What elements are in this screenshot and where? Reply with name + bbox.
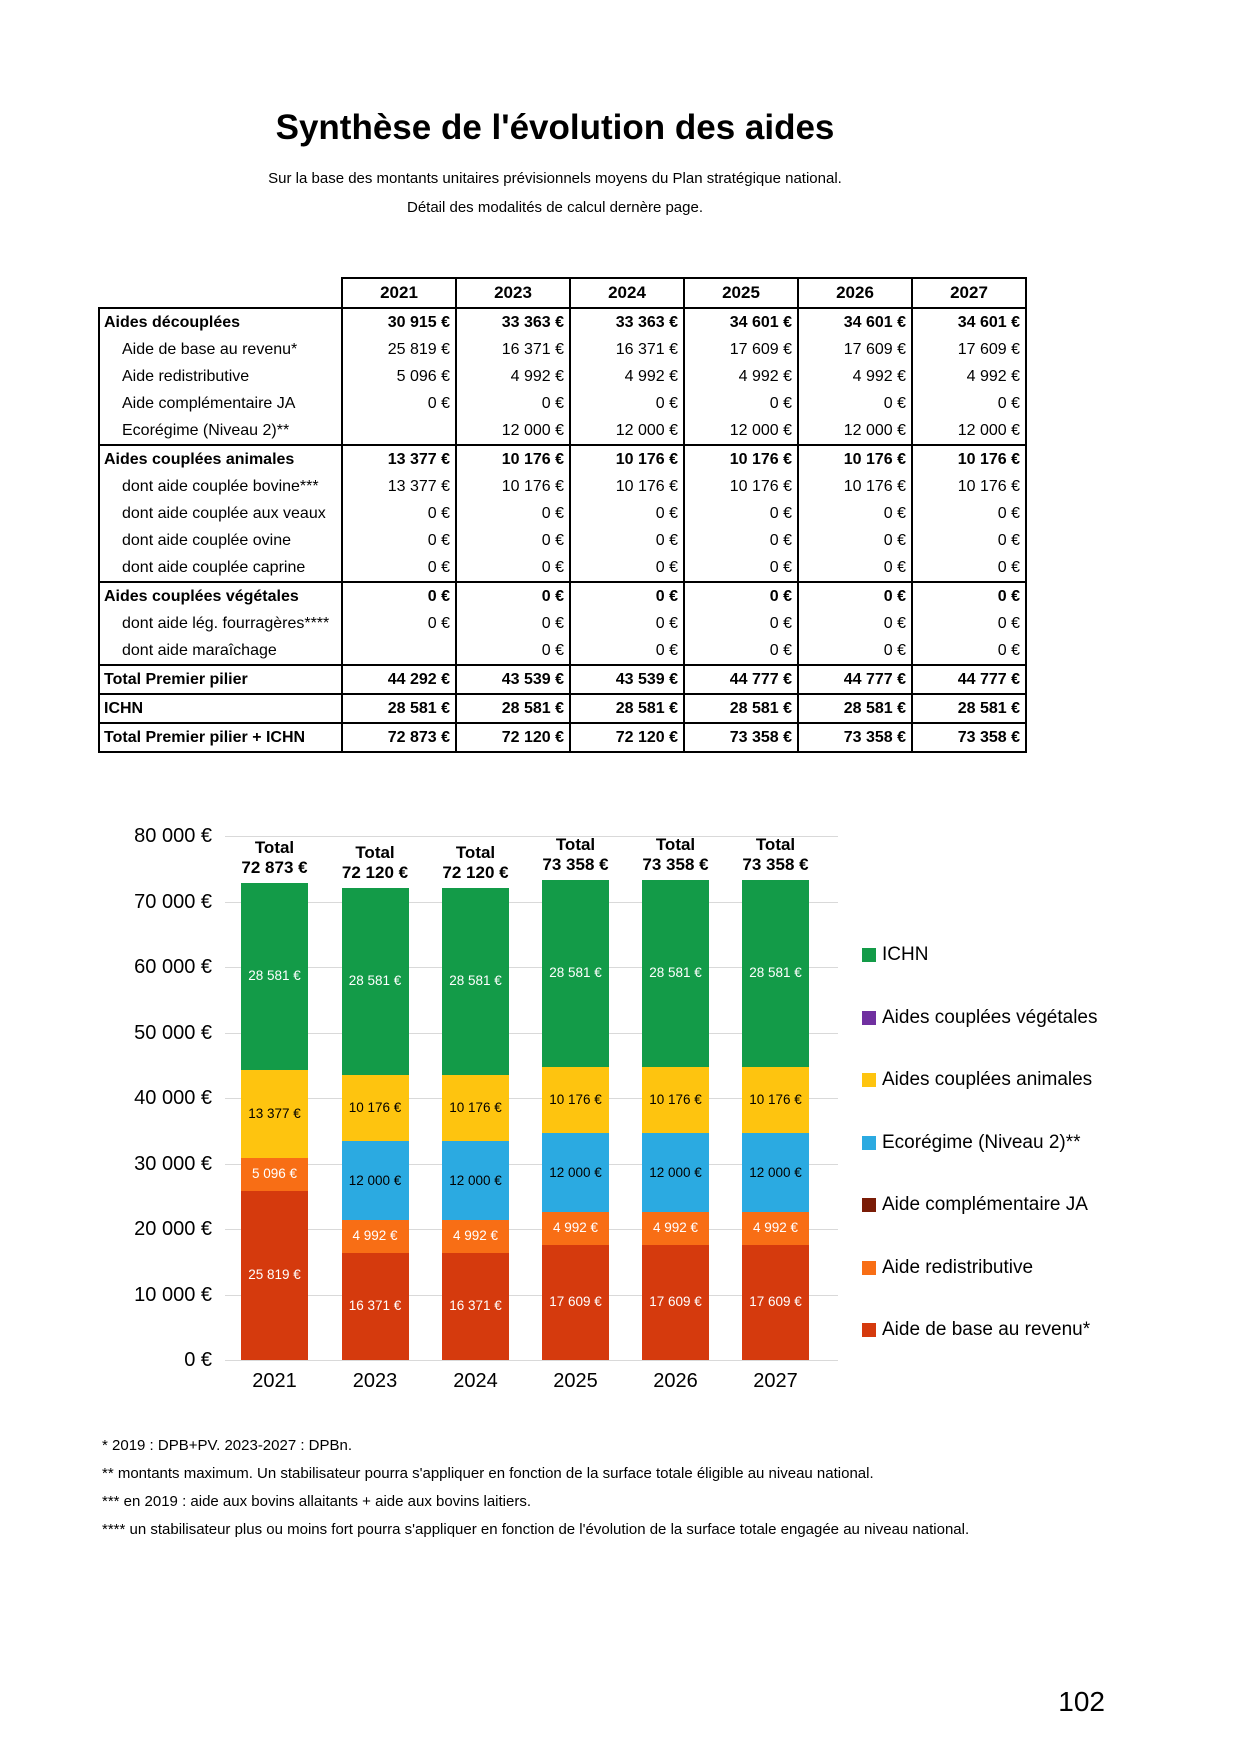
- year-header: 2025: [684, 278, 798, 308]
- row-value: 0 €: [798, 637, 912, 665]
- row-value: 28 581 €: [912, 694, 1026, 723]
- table-row: [99, 417, 1026, 445]
- row-value: 0 €: [798, 554, 912, 582]
- footnote-line: **** un stabilisateur plus ou moins fort pourra s'appliquer en fonction de l'évolution de la surface totale engagée au niveau national.: [102, 1521, 970, 1538]
- row-value: 12 000 €: [570, 417, 684, 445]
- row-value: 10 176 €: [912, 473, 1026, 500]
- row-value: 73 358 €: [684, 723, 798, 752]
- row-value: 33 363 €: [456, 308, 570, 336]
- row-label: Aide redistributive: [99, 363, 342, 390]
- y-axis-tick-label: 30 000 €: [134, 1152, 212, 1175]
- row-value: 0 €: [342, 527, 456, 554]
- row-value: [342, 637, 456, 665]
- row-value: 0 €: [684, 554, 798, 582]
- y-axis-tick-label: 40 000 €: [134, 1087, 212, 1109]
- footnote-line: *** en 2019 : aide aux bovins allaitants + aide aux bovins laitiers.: [102, 1493, 532, 1510]
- segment-value-label: 12 000 €: [749, 1164, 802, 1180]
- row-value: 4 992 €: [570, 363, 684, 390]
- legend-label: Ecorégime (Niveau 2)**: [882, 1131, 1081, 1153]
- row-value: 0 €: [684, 637, 798, 665]
- row-value: 10 176 €: [684, 445, 798, 473]
- row-value: 0 €: [684, 527, 798, 554]
- bar-total-prefix: Total: [655, 834, 696, 854]
- row-value: 4 992 €: [456, 363, 570, 390]
- row-value: 10 176 €: [798, 445, 912, 473]
- page-title: Synthèse de l'évolution des aides: [275, 108, 835, 147]
- legend-swatch: [862, 948, 876, 962]
- table-row: [99, 500, 1026, 527]
- x-axis-tick-label: 2025: [553, 1370, 598, 1392]
- row-value: 34 601 €: [912, 308, 1026, 336]
- row-value: 0 €: [342, 582, 456, 610]
- row-label: dont aide couplée bovine***: [99, 473, 342, 500]
- table-row: [99, 694, 1026, 723]
- segment-value-label: 28 581 €: [749, 965, 802, 981]
- segment-value-label: 4 992 €: [352, 1228, 398, 1244]
- row-value: 0 €: [912, 554, 1026, 582]
- footnote-line: ** montants maximum. Un stabilisateur pourra s'appliquer en fonction de la surface totale éligible au niveau national.: [102, 1465, 874, 1482]
- segment-value-label: 28 581 €: [649, 965, 702, 981]
- x-axis-tick-label: 2021: [252, 1370, 297, 1392]
- stacked-bar-chart: [100, 825, 1210, 1466]
- segment-value-label: 25 819 €: [248, 1267, 301, 1283]
- segment-value-label: 4 992 €: [652, 1220, 699, 1236]
- legend-item: [862, 1007, 1097, 1029]
- row-value: 0 €: [456, 582, 570, 610]
- x-axis-tick-label: 2027: [753, 1370, 798, 1392]
- row-value: 0 €: [456, 527, 570, 554]
- row-value: 0 €: [570, 390, 684, 417]
- row-value: 13 377 €: [342, 445, 456, 473]
- segment-value-label: 10 176 €: [348, 1100, 402, 1116]
- legend-swatch: [862, 1198, 876, 1212]
- row-value: 0 €: [798, 500, 912, 527]
- footnotes: [102, 1437, 969, 1549]
- subtitle-line-1: Sur la base des montants unitaires prévisionnels moyens du Plan stratégique national.: [268, 170, 842, 187]
- row-value: 73 358 €: [912, 723, 1026, 752]
- row-value: 0 €: [570, 637, 684, 665]
- year-header: 2027: [912, 278, 1026, 308]
- segment-value-label: 13 377 €: [248, 1105, 301, 1121]
- x-axis-tick-label: 2023: [352, 1370, 398, 1392]
- row-value: 44 777 €: [912, 665, 1026, 694]
- year-header: 2021: [342, 278, 456, 308]
- legend-label: Aide redistributive: [882, 1256, 1034, 1278]
- legend-label: ICHN: [882, 944, 929, 965]
- row-value: 0 €: [684, 390, 798, 417]
- row-value: 0 €: [798, 390, 912, 417]
- segment-value-label: 17 609 €: [749, 1294, 802, 1310]
- table-row: [99, 665, 1026, 694]
- segment-value-label: 4 992 €: [552, 1220, 599, 1236]
- row-value: 0 €: [912, 582, 1026, 610]
- bar-total-prefix: Total: [355, 842, 395, 862]
- row-label: dont aide lég. fourragères****: [99, 610, 342, 637]
- legend-label: Aide complémentaire JA: [882, 1194, 1088, 1215]
- row-value: 0 €: [342, 554, 456, 582]
- bar-total-label: [701, 835, 851, 875]
- segment-value-label: 17 609 €: [549, 1294, 602, 1310]
- segment-value-label: 28 581 €: [348, 973, 402, 989]
- row-value: 0 €: [912, 610, 1026, 637]
- row-label: Total Premier pilier + ICHN: [99, 723, 342, 752]
- row-value: 0 €: [570, 582, 684, 610]
- row-value: 0 €: [798, 527, 912, 554]
- table-row: [99, 336, 1026, 363]
- legend-item: [862, 1319, 1090, 1341]
- row-value: 28 581 €: [684, 694, 798, 723]
- legend-swatch: [862, 1261, 876, 1275]
- row-value: 0 €: [912, 500, 1026, 527]
- bar-total-value: 72 120 €: [341, 862, 409, 882]
- row-value: 0 €: [684, 582, 798, 610]
- year-header: 2023: [456, 278, 570, 308]
- row-value: 30 915 €: [342, 308, 456, 336]
- table-row: [99, 473, 1026, 500]
- row-value: 0 €: [570, 527, 684, 554]
- row-label: dont aide couplée aux veaux: [99, 500, 342, 527]
- year-header: 2024: [570, 278, 684, 308]
- row-value: 0 €: [342, 500, 456, 527]
- row-value: 0 €: [342, 610, 456, 637]
- segment-value-label: 12 000 €: [649, 1164, 702, 1180]
- row-value: 44 292 €: [342, 665, 456, 694]
- row-value: 0 €: [684, 500, 798, 527]
- row-value: 0 €: [456, 610, 570, 637]
- segment-value-label: 28 581 €: [248, 968, 301, 984]
- row-value: 25 819 €: [342, 336, 456, 363]
- row-value: 12 000 €: [456, 417, 570, 445]
- x-axis-tick-label: 2024: [453, 1370, 498, 1392]
- x-axis-tick-label: 2026: [653, 1370, 698, 1392]
- aids-evolution-table: [98, 277, 1027, 753]
- row-value: 28 581 €: [342, 694, 456, 723]
- y-axis-tick-label: 50 000 €: [134, 1021, 212, 1044]
- row-value: 0 €: [456, 554, 570, 582]
- segment-value-label: 28 581 €: [549, 965, 602, 981]
- bar-total-prefix: Total: [455, 842, 496, 862]
- row-value: 0 €: [684, 610, 798, 637]
- row-value: 10 176 €: [798, 473, 912, 500]
- y-axis-tick-label: 20 000 €: [134, 1218, 212, 1240]
- legend-label: Aides couplées végétales: [882, 1006, 1098, 1028]
- segment-value-label: 4 992 €: [752, 1220, 799, 1236]
- table-row: [99, 308, 1026, 336]
- segment-value-label: 17 609 €: [649, 1294, 702, 1310]
- row-value: 72 120 €: [456, 723, 570, 752]
- row-value: 43 539 €: [570, 665, 684, 694]
- row-value: 0 €: [570, 500, 684, 527]
- segment-value-label: 10 176 €: [649, 1092, 702, 1108]
- row-label: dont aide couplée caprine: [99, 554, 342, 582]
- row-label: dont aide couplée ovine: [99, 527, 342, 554]
- legend-swatch: [862, 1073, 876, 1087]
- row-label: Aides couplées végétales: [99, 582, 342, 610]
- legend-item: [862, 1069, 1092, 1091]
- page-number: 102: [1058, 1686, 1105, 1717]
- footnote-line: * 2019 : DPB+PV. 2023-2027 : DPBn.: [102, 1437, 353, 1454]
- gridline: [225, 1360, 838, 1361]
- legend-swatch: [862, 1011, 876, 1025]
- row-value: 0 €: [570, 554, 684, 582]
- row-value: 0 €: [456, 390, 570, 417]
- bar-total-prefix: Total: [755, 834, 796, 854]
- bar-total-value: 73 358 €: [742, 854, 809, 874]
- table-row: [99, 363, 1026, 390]
- segment-value-label: 12 000 €: [449, 1172, 502, 1188]
- row-label: Ecorégime (Niveau 2)**: [99, 417, 342, 445]
- row-value: 0 €: [342, 390, 456, 417]
- row-value: 10 176 €: [684, 473, 798, 500]
- table-row: [99, 723, 1026, 752]
- segment-value-label: 28 581 €: [449, 973, 502, 989]
- bar-total-prefix: Total: [555, 834, 596, 854]
- row-value: 0 €: [456, 500, 570, 527]
- row-label: Aides découplées: [99, 308, 342, 336]
- table-row: [99, 554, 1026, 582]
- row-value: [342, 417, 456, 445]
- row-value: 0 €: [912, 390, 1026, 417]
- legend-item: [862, 1132, 1081, 1154]
- row-value: 28 581 €: [570, 694, 684, 723]
- row-label: Aide de base au revenu*: [99, 336, 342, 363]
- row-value: 44 777 €: [798, 665, 912, 694]
- row-value: 0 €: [456, 637, 570, 665]
- row-label: Aides couplées animales: [99, 445, 342, 473]
- legend-item: [862, 944, 928, 966]
- row-value: 10 176 €: [456, 445, 570, 473]
- row-label: dont aide maraîchage: [99, 637, 342, 665]
- row-value: 12 000 €: [684, 417, 798, 445]
- table-row: [99, 610, 1026, 637]
- row-value: 17 609 €: [912, 336, 1026, 363]
- bar-total-value: 72 120 €: [442, 862, 509, 882]
- row-value: 17 609 €: [684, 336, 798, 363]
- row-value: 10 176 €: [912, 445, 1026, 473]
- segment-value-label: 10 176 €: [549, 1092, 602, 1108]
- row-value: 10 176 €: [570, 473, 684, 500]
- row-label: ICHN: [99, 694, 342, 723]
- row-value: 33 363 €: [570, 308, 684, 336]
- y-axis-tick-label: 0 €: [184, 1349, 212, 1371]
- row-label: Total Premier pilier: [99, 665, 342, 694]
- row-value: 4 992 €: [684, 363, 798, 390]
- table-row: [99, 582, 1026, 610]
- segment-value-label: 12 000 €: [348, 1172, 402, 1188]
- segment-value-label: 5 096 €: [251, 1166, 298, 1182]
- bar-total-value: 72 873 €: [241, 857, 308, 877]
- y-axis-tick-label: 70 000 €: [134, 890, 212, 913]
- row-value: 0 €: [570, 610, 684, 637]
- row-value: 12 000 €: [912, 417, 1026, 445]
- row-value: 0 €: [912, 637, 1026, 665]
- row-value: 28 581 €: [798, 694, 912, 723]
- bar-total-prefix: Total: [254, 837, 295, 857]
- legend-item: [862, 1257, 1033, 1279]
- row-value: 16 371 €: [570, 336, 684, 363]
- bar-total-value: 73 358 €: [542, 854, 609, 874]
- y-axis-tick-label: 80 000 €: [134, 825, 212, 847]
- segment-value-label: 16 371 €: [449, 1298, 502, 1314]
- row-value: 0 €: [912, 527, 1026, 554]
- row-value: 72 120 €: [570, 723, 684, 752]
- row-value: 34 601 €: [684, 308, 798, 336]
- row-label: Aide complémentaire JA: [99, 390, 342, 417]
- row-value: 0 €: [798, 582, 912, 610]
- year-header: 2026: [798, 278, 912, 308]
- row-value: 12 000 €: [798, 417, 912, 445]
- legend-swatch: [862, 1136, 876, 1150]
- row-value: 4 992 €: [798, 363, 912, 390]
- segment-value-label: 10 176 €: [749, 1092, 802, 1108]
- row-value: 0 €: [798, 610, 912, 637]
- segment-value-label: 10 176 €: [449, 1100, 502, 1116]
- segment-value-label: 4 992 €: [452, 1228, 499, 1244]
- segment-value-label: 12 000 €: [549, 1164, 602, 1180]
- table-row: [99, 445, 1026, 473]
- table-header-row: [99, 278, 1026, 308]
- row-value: 10 176 €: [570, 445, 684, 473]
- segment-value-label: 16 371 €: [348, 1298, 402, 1314]
- table-corner-cell: [99, 278, 342, 308]
- row-value: 13 377 €: [342, 473, 456, 500]
- row-value: 5 096 €: [342, 363, 456, 390]
- row-value: 28 581 €: [456, 694, 570, 723]
- row-value: 17 609 €: [798, 336, 912, 363]
- row-value: 34 601 €: [798, 308, 912, 336]
- row-value: 72 873 €: [342, 723, 456, 752]
- legend-item: [862, 1194, 1088, 1216]
- y-axis-tick-label: 10 000 €: [134, 1283, 212, 1306]
- row-value: 16 371 €: [456, 336, 570, 363]
- row-value: 44 777 €: [684, 665, 798, 694]
- chart-plot-area: [225, 836, 840, 1360]
- y-axis-tick-label: 60 000 €: [134, 956, 212, 978]
- legend-label: Aides couplées animales: [882, 1069, 1093, 1090]
- legend-label: Aide de base au revenu*: [882, 1319, 1091, 1340]
- row-value: 4 992 €: [912, 363, 1026, 390]
- bar-total-value: 73 358 €: [642, 854, 709, 874]
- row-value: 73 358 €: [798, 723, 912, 752]
- subtitle-line-2: Détail des modalités de calcul dernère page.: [406, 199, 703, 216]
- table-row: [99, 390, 1026, 417]
- table-row: [99, 637, 1026, 665]
- row-value: 10 176 €: [456, 473, 570, 500]
- legend-swatch: [862, 1323, 876, 1337]
- row-value: 43 539 €: [456, 665, 570, 694]
- table-row: [99, 527, 1026, 554]
